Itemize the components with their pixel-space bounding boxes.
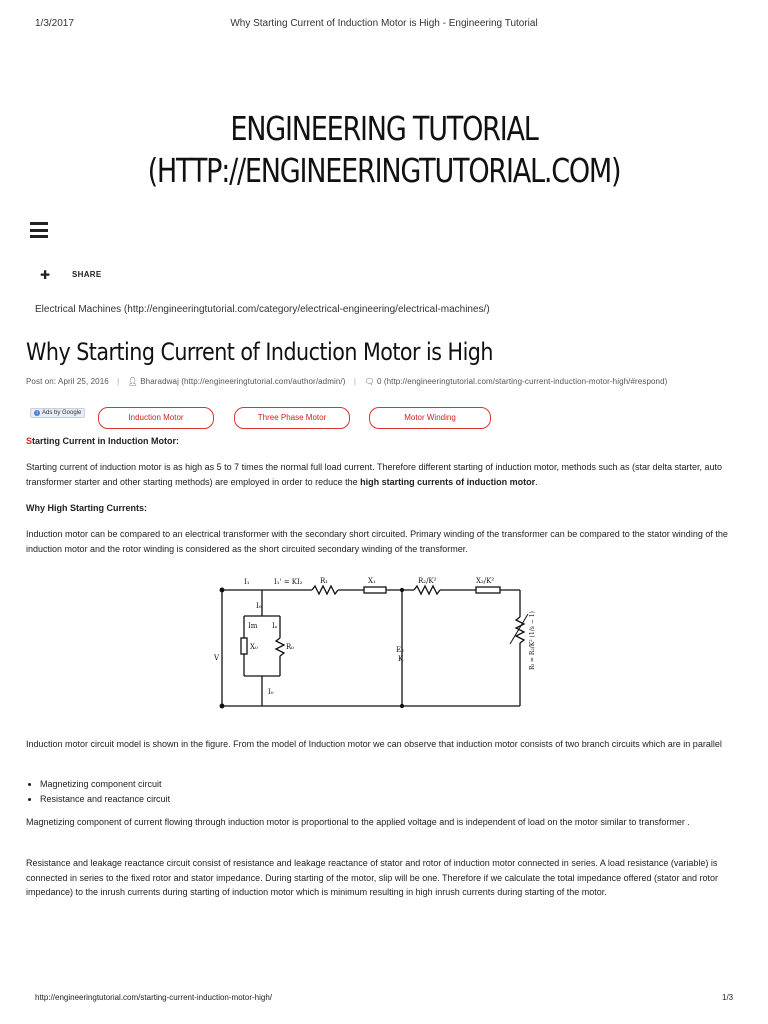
label-im: Im: [248, 622, 258, 630]
equivalent-circuit-figure: [214, 572, 534, 714]
paragraph-resistance: Resistance and leakage reactance circuit consist of resistance and leakage reactance of stator and rotor of induction motor connected in series. A load resistance (variable) is connected in series to the fixed rotor and stator impedance. During starting of the motor, slip will be one. Therefore if we calculate the total impedance offered (stator and rotor impedance) to the inrush currents during starting of induction motor which is minimum resulting in high inrush currents during starting of the motor.: [26, 858, 719, 897]
print-page-title: Why Starting Current of Induction Motor is High - Engineering Tutorial: [230, 18, 538, 29]
menu-icon[interactable]: [30, 222, 48, 238]
section-heading-starting-current: [26, 434, 742, 449]
meta-divider: |: [117, 377, 120, 386]
label-ro: R₀: [286, 643, 295, 651]
paragraph-bold: high starting currents of induction motor: [360, 476, 536, 487]
resistor-r1: [312, 586, 338, 594]
ad-tag-induction-motor[interactable]: Induction Motor: [98, 407, 214, 429]
section-heading-why: Why High Starting Currents:: [26, 503, 147, 513]
print-date: 1/3/2017: [35, 18, 74, 29]
paragraph-circuit-model: Induction motor circuit model is shown in the figure. From the model of Induction motor we can observe that induction motor consists of two branch circuits which are in parallel: [26, 739, 722, 749]
label-k: K: [398, 655, 404, 663]
list-item: • Resistance and reactance circuit: [40, 792, 756, 807]
label-i1-eq: I₁' = KI₂: [274, 578, 303, 586]
label-iw: Iₒ: [272, 622, 278, 630]
label-i1: I₁: [244, 578, 250, 586]
heading-rest: tarting Current in Induction Motor:: [32, 436, 179, 446]
site-title[interactable]: [69, 108, 699, 192]
resistor-ro: [276, 638, 284, 656]
ad-tag-three-phase-motor[interactable]: Three Phase Motor: [234, 407, 350, 429]
ads-badge-label: Ads by Google: [42, 410, 82, 416]
label-io-bottom: I₀: [268, 688, 274, 696]
meta-divider: |: [353, 377, 357, 386]
comment-icon: 🗨︎: [364, 377, 375, 386]
comments-link[interactable]: 0 (http://engineeringtutorial.com/starting-current-induction-motor-high/#respond): [376, 377, 668, 386]
label-x1: X₁: [368, 577, 376, 585]
share-label: SHARE: [72, 270, 102, 279]
inductor-x2: [476, 587, 500, 593]
label-e2: E₂: [396, 646, 404, 654]
label-r2k: R₂/K²: [418, 577, 437, 585]
footer-url: http://engineeringtutorial.com/starting-current-induction-motor-high/: [35, 993, 273, 1002]
label-io-top: I₀: [256, 602, 262, 610]
paragraph-transformer: Induction motor can be compared to an electrical transformer with the secondary short circuited. Primary winding of the transformer can be compared to the stator winding of the induction motor and the rotor winding is considered as the short circuited secondary winding of the transformer.: [26, 529, 728, 554]
resistor-rl: [516, 617, 524, 643]
post-date: Post on: April 25, 2016: [26, 377, 109, 386]
post-title: Why Starting Current of Induction Motor is High: [26, 338, 493, 366]
list-item: • Magnetizing component circuit: [40, 777, 756, 792]
user-icon: 👤︎: [127, 377, 138, 386]
inductor-x1: [364, 587, 386, 593]
post-meta: [26, 377, 667, 386]
paragraph-intro: [26, 460, 742, 489]
info-icon: i: [34, 410, 40, 416]
label-x2k: X₂/K²: [476, 577, 495, 585]
category-link[interactable]: Electrical Machines (http://engineeringtutorial.com/category/electrical-engineering/electrical-machines/): [35, 304, 490, 315]
author-link[interactable]: Bharadwaj (http://engineeringtutorial.com/author/admin/): [140, 377, 346, 386]
label-xo: X₀: [250, 643, 258, 651]
page-number: 1/3: [722, 993, 734, 1002]
label-rl: Rₗ = R₂/K² (1/s − 1): [529, 611, 536, 670]
plus-icon: ✚: [40, 268, 51, 282]
inductor-xo: [241, 638, 247, 654]
paragraph-magnetizing: Magnetizing component of current flowing through induction motor is proportional to the applied voltage and is independent of load on the motor similar to transformer .: [26, 817, 690, 827]
ads-by-google-badge[interactable]: [30, 408, 85, 418]
ad-tag-motor-winding[interactable]: Motor Winding: [369, 407, 491, 429]
site-title-line1: ENGINEERING TUTORIAL: [230, 109, 538, 148]
heading-initial: S: [26, 436, 33, 446]
label-v: V: [214, 654, 220, 662]
label-r1: R₁: [320, 577, 329, 585]
paragraph-text: Starting current of induction motor is as high as 5 to 7 times the normal full load current. Therefore different starting of induction motor, methods such as (star delta starter, auto transformer starter and other starting methods) are employed in order to reduce the: [26, 462, 723, 487]
site-title-line2: (HTTP://ENGINEERINGTUTORIAL.COM): [147, 151, 621, 190]
branch-circuit-list: [26, 777, 756, 806]
resistor-r2: [414, 586, 440, 594]
paragraph-end: .: [535, 476, 538, 487]
